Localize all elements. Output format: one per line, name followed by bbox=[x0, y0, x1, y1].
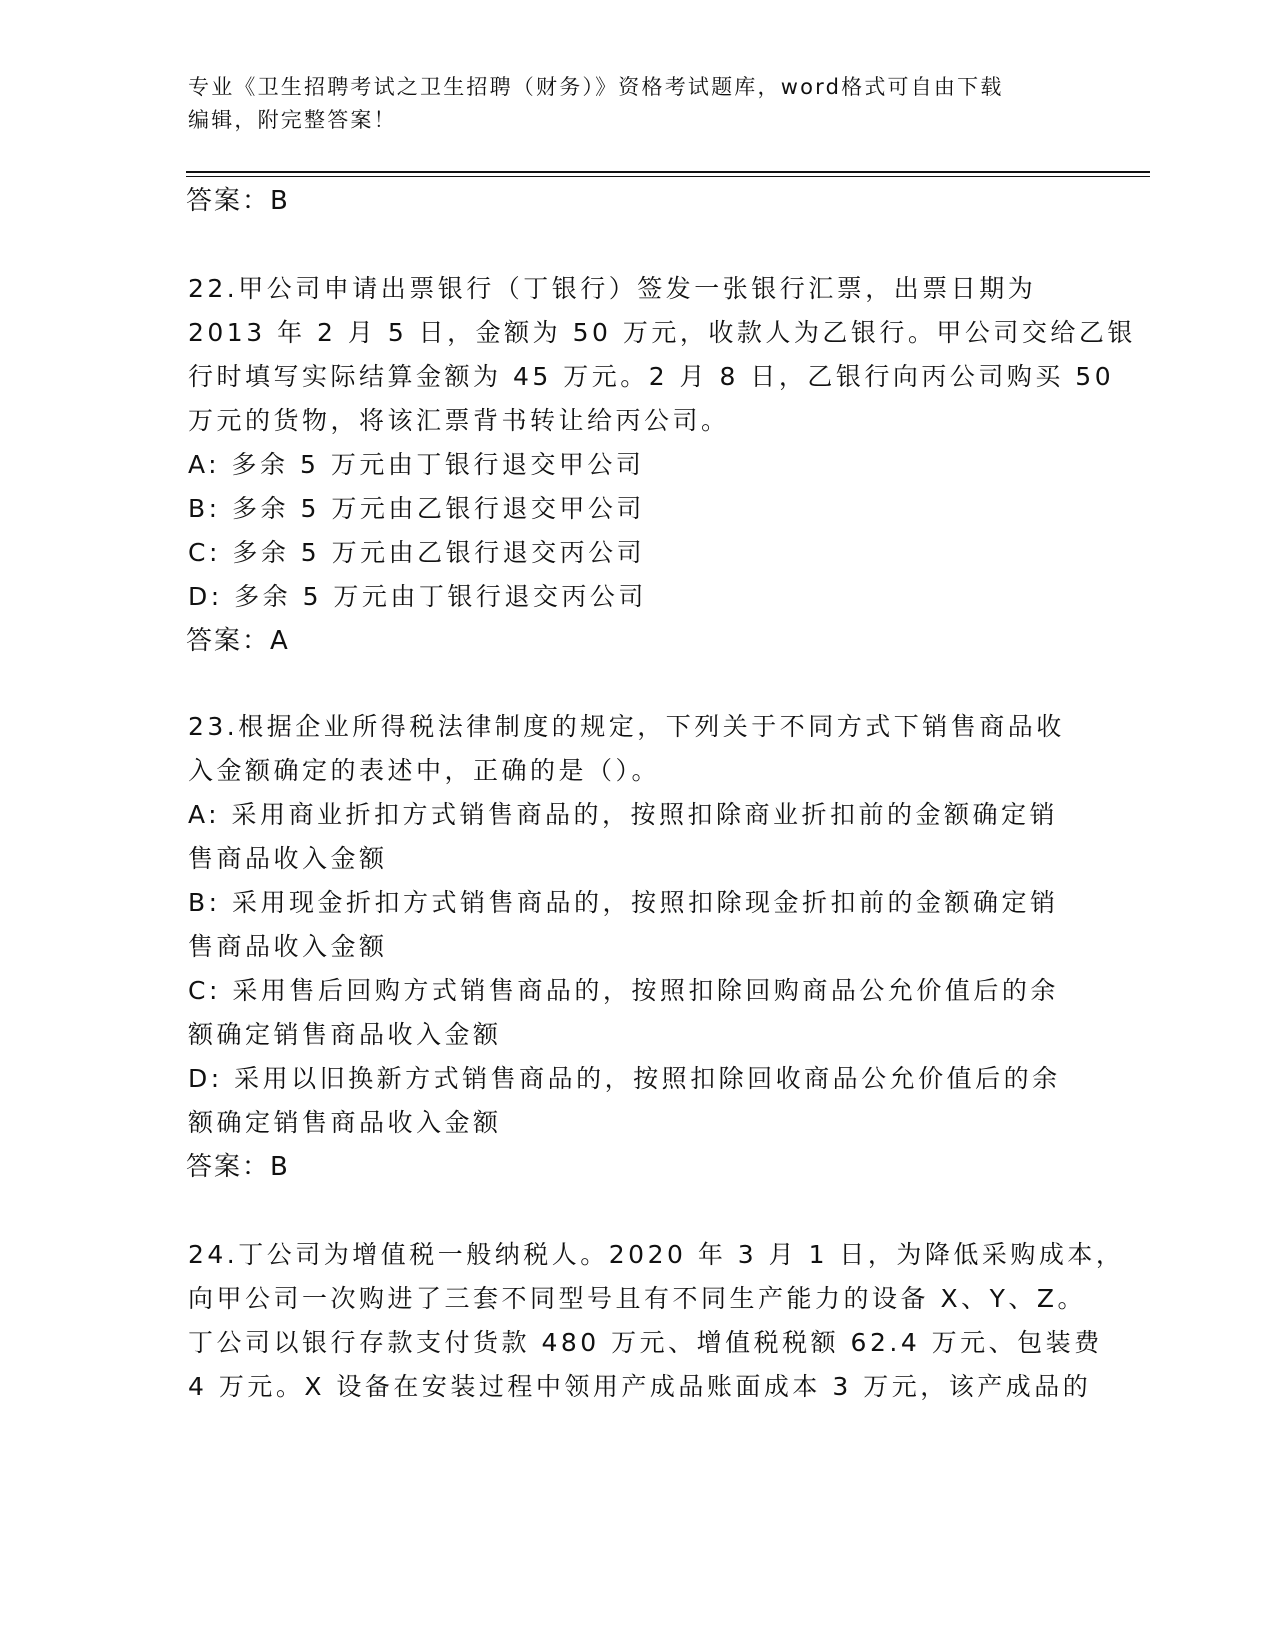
q22-option-d: D: 多余 5 万元由丁银行退交丙公司 bbox=[188, 582, 647, 611]
q23-option-b-line-1: B: 采用现金折扣方式销售商品的，按照扣除现金折扣前的金额确定销 bbox=[188, 888, 1059, 917]
q22-option-b: B: 多余 5 万元由乙银行退交甲公司 bbox=[188, 494, 645, 523]
q23-option-d-line-2: 额确定销售商品收入金额 bbox=[188, 1108, 502, 1137]
q23-option-d-line-1: D: 采用以旧换新方式销售商品的，按照扣除回收商品公允价值后的余 bbox=[188, 1064, 1061, 1093]
answer-previous: 答案：B bbox=[186, 186, 290, 216]
header-rule-bottom bbox=[186, 176, 1150, 177]
q22-stem-line-3: 行时填写实际结算金额为 45 万元。2 月 8 日，乙银行向丙公司购买 50 bbox=[188, 362, 1115, 391]
q24-stem-line-1: 24.丁公司为增值税一般纳税人。2020 年 3 月 1 日，为降低采购成本， bbox=[188, 1240, 1125, 1269]
q23-stem-line-1: 23.根据企业所得税法律制度的规定，下列关于不同方式下销售商品收 bbox=[188, 712, 1065, 741]
page-header-line-2: 编辑，附完整答案！ bbox=[188, 108, 397, 132]
q23-option-c-line-1: C: 采用售后回购方式销售商品的，按照扣除回购商品公允价值后的余 bbox=[188, 976, 1059, 1005]
q22-answer: 答案：A bbox=[186, 626, 290, 656]
q22-option-a: A: 多余 5 万元由丁银行退交甲公司 bbox=[188, 450, 645, 479]
q24-stem-line-4: 4 万元。X 设备在安装过程中领用产成品账面成本 3 万元，该产成品的 bbox=[188, 1372, 1092, 1401]
page-header-line-1: 专业《卫生招聘考试之卫生招聘（财务）》资格考试题库，word格式可自由下载 bbox=[188, 75, 1004, 99]
q23-answer: 答案：B bbox=[186, 1152, 290, 1182]
q23-option-a-line-2: 售商品收入金额 bbox=[188, 844, 388, 873]
q23-option-a-line-1: A: 采用商业折扣方式销售商品的，按照扣除商业折扣前的金额确定销 bbox=[188, 800, 1059, 829]
q22-stem-line-1: 22.甲公司申请出票银行（丁银行）签发一张银行汇票，出票日期为 bbox=[188, 274, 1037, 303]
q22-stem-line-4: 万元的货物，将该汇票背书转让给丙公司。 bbox=[188, 406, 730, 435]
header-rule-top bbox=[186, 171, 1150, 173]
q22-option-c: C: 多余 5 万元由乙银行退交丙公司 bbox=[188, 538, 646, 567]
q23-option-b-line-2: 售商品收入金额 bbox=[188, 932, 388, 961]
q24-stem-line-3: 丁公司以银行存款支付货款 480 万元、增值税税额 62.4 万元、包装费 bbox=[188, 1328, 1103, 1357]
q23-option-c-line-2: 额确定销售商品收入金额 bbox=[188, 1020, 502, 1049]
q24-stem-line-2: 向甲公司一次购进了三套不同型号且有不同生产能力的设备 X、Y、Z。 bbox=[188, 1284, 1086, 1313]
q23-stem-line-2: 入金额确定的表述中，正确的是（）。 bbox=[188, 756, 661, 785]
q22-stem-line-2: 2013 年 2 月 5 日，金额为 50 万元，收款人为乙银行。甲公司交给乙银 bbox=[188, 318, 1136, 347]
